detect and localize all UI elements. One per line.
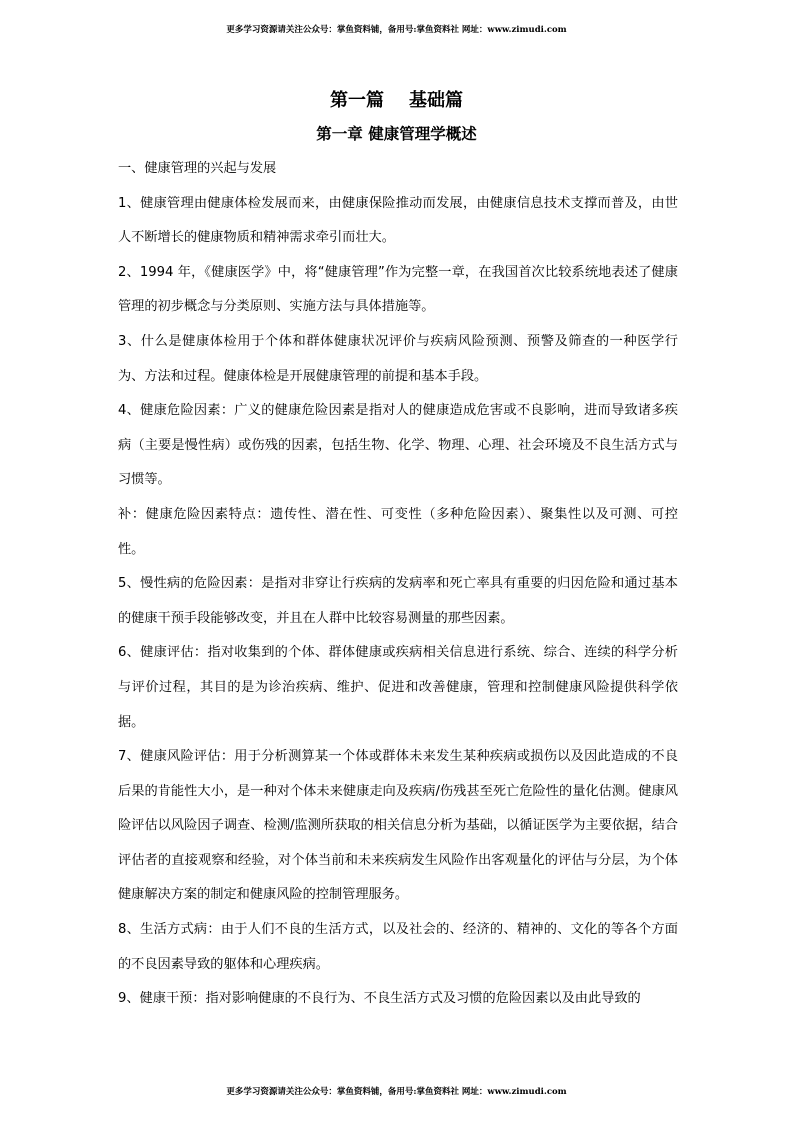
paragraph-6: 6、健康评估：指对收集到的个体、群体健康或疾病相关信息进行系统、综合、连续的科学分析与评价过程，其目的是为诊治疾病、维护、促进和改善健康，管理和控制健康风险提供科学依据。 xyxy=(118,645,678,730)
paragraph-5: 5、慢性病的危险因素：是指对非穿让行疾病的发病率和死亡率具有重要的归因危险和通过基本的健康干预手段能够改变，并且在人群中比较容易测量的那些因素。 xyxy=(118,576,678,626)
part-title: 第一篇 基础篇 xyxy=(329,90,464,111)
paragraph-7: 7、健康风险评估：用于分析测算某一个体或群体未来发生某种疾病或损伤以及因此造成的不良后果的肯能性大小，是一种对个体未来健康走向及疾病/伤残甚至死亡危险性的量化估测。健康风险评估以风险因子调查、检测/监测所获取的相关信息分析为基础，以循证医学为主要依据，结合评估者的直接观察和经验，对个体当前和未来疾病发生风险作出客观量化的评估与分层，为个体健康解决方案的制定和健康风险的控制管理服务。 xyxy=(118,749,678,903)
paragraph-9: 9、健康干预：指对影响健康的不良行为、不良生活方式及习惯的危险因素以及由此导致的 xyxy=(118,991,641,1007)
footer-banner: 更多学习资源请关注公众号：掌鱼资料铺，备用号:掌鱼资料社 网址：www.zimudi.com xyxy=(226,1087,567,1097)
paragraph-4: 4、健康危险因素：广义的健康危险因素是指对人的健康造成危害或不良影响，进而导致诸多疾病（主要是慢性病）或伤残的因素，包括生物、化学、物理、心理、社会环境及不良生活方式与习惯等。 xyxy=(118,403,678,488)
header-banner: 更多学习资源请关注公众号：掌鱼资料铺，备用号:掌鱼资料社 网址：www.zimudi.com xyxy=(226,25,567,35)
paragraph-2: 2、1994 年，《健康医学》中，将“健康管理”作为完整一章，在我国首次比较系统地表述了健康管理的初步概念与分类原则、实施方法与具体措施等。 xyxy=(118,264,678,315)
paragraph-8: 8、生活方式病：由于人们不良的生活方式，以及社会的、经济的、精神的、文化的等各个方面的不良因素导致的躯体和心理疾病。 xyxy=(118,922,678,972)
chapter-title: 第一章 健康管理学概述 xyxy=(316,125,477,143)
document-body xyxy=(118,152,678,1017)
paragraph-1: 1、健康管理由健康体检发展而来，由健康保险推动而发展，由健康信息技术支撑而普及，由世人不断增长的健康物质和精神需求牵引而壮大。 xyxy=(118,195,678,246)
paragraph-3: 3、什么是健康体检用于个体和群体健康状况评价与疾病风险预测、预警及筛查的一种医学行为、方法和过程。健康体检是开展健康管理的前提和基本手段。 xyxy=(118,333,678,384)
paragraph-supplement: 补：健康危险因素特点：遗传性、潜在性、可变性（多种危险因素）、聚集性以及可测、可控性。 xyxy=(118,506,678,557)
section-heading: 一、健康管理的兴起与发展 xyxy=(118,161,277,176)
